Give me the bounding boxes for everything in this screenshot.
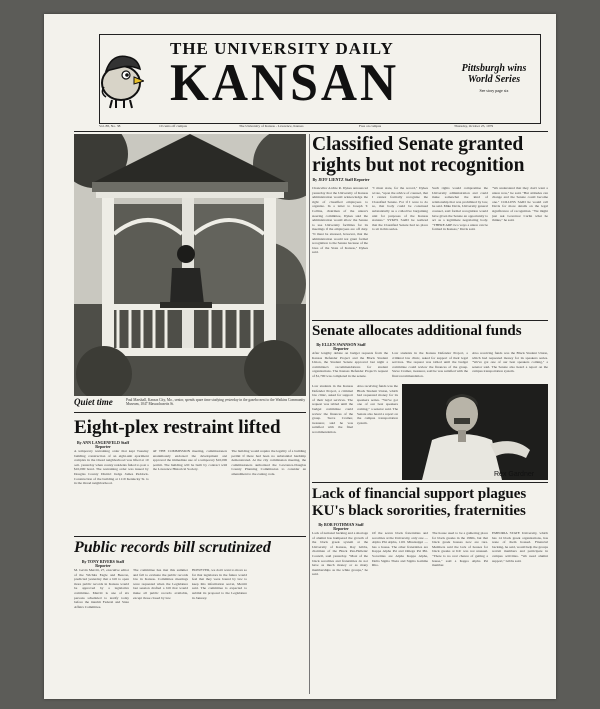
jayhawk-logo-icon [98,47,144,109]
masthead-rule [74,131,548,132]
article-column: The committee has met this summer and fall to evaluate the public records law in Kansas. Committee meetings were requested when the Legislature last session drafted a bill that would make all public records available, except those closed by law. [133,568,188,600]
article-column: Lack of national backing and a shortage of alumni has hampered the growth of the black greek system at the University of Kansas, Ray Gibbs, chairman of the Black Pan-Hellenic Council, said yesterday. "Most of the black sororities and fraternities do not have as much money or as many memberships as the white groups," he said. [312,531,368,577]
speaker-photo-art [402,384,548,480]
article-column [251,568,306,692]
section-rule [312,482,548,483]
section-rule [74,536,306,537]
restraint-body [74,449,306,534]
series-line-2: World Series [467,74,521,85]
masthead [99,34,541,124]
support-headline-1: Lack of financial support plagues [312,486,527,502]
publisher-label: The University of Kansas - Lawrence, Kansas [239,124,304,128]
column-divider [309,134,310,694]
gazebo-photo [74,134,306,396]
section-rule [312,320,548,321]
series-promo [454,63,534,96]
price-label: 10 cents off campus [159,124,188,128]
support-headline-2: KU's black sororities, fraternities [312,503,526,519]
article-column: Also receiving funds was the Black Student Union, which had requested money for its speakers series. "We've got one of our best speakers coming," a senator said. The Senate also heard a report on the campus transportation system. [357,384,398,425]
free-label: Free on campus [359,124,382,128]
masthead-title: KANSAN [170,52,400,112]
article-column: Chancellor Archie R. Dykes announced yesterday that the University of Kansas administration would acknowledge the right of classified employees to organize. In a letter to Joseph T. Collins, chairman of the union's steering committee, Dykes said the administration would allow the Senate to use University facilities for its meetings if the employees are off duty. "It must be stressed, however, that the administration would not grant formal recognition to the Senate because of the laws of the State of Kansas," Dykes said. [312,186,368,255]
records-body [74,568,306,692]
article-column: After lengthy debate on budget requests from the Kansas Defender Project and the Black Student Union, the Student Senate approved last night a committee's recommendations for student organizations. The Kansas Defender Project's request of $1,700 was completed in the senate. [312,351,388,378]
article-column: Such rights would compromise the University administration and could make somewhat the kind of relationship that was prohibited by law, he said. Mike Davis, University general counsel, said formal recognition would have given the Senate an opportunity to act as a legitimate negotiating body. "THERE ARE two ways a union can be formed in Kansas," Davis said. [432,186,488,232]
senate-funds-body-lower [312,384,398,480]
article-column: "I must state, for the record," Dykes wrote, "upon the advice of counsel, that I cannot formally recognize the Classified Senate. For if I were to do so, that body could be construed substantially as a collective bargaining unit for purposes of the Kansas statutes." SYKES SAID he realized that the Classified Senate had no place to sit in this series. [372,186,428,232]
senate-recognition-byline: By JEFF LIENTZ Staff Reporter [312,177,370,182]
article-column: Law students in the Kansas Defender Project, a criminal law clinic, asked for support of their legal services. The request was tabled until the budget committee could review the finances of the group. Steve Cramer, treasurer, said he was satisfied with the final recommendation. [312,384,353,434]
article-column: "We understand that they don't want a union now," he said. "But attitudes can change and the Senate could become one." COLLINS SAID he would call Davis for more details on the legal significance of recognition. "We might just ask Governor Carlin what he thinks," he said. [492,186,548,223]
senate-funds-body [312,351,548,381]
support-byline: By BOB FOTHMAN Staff Reporter [318,522,364,531]
article-column: M. Gavin Merritt, 27, executive editor of the Wichita Eagle and Beacon, predicted yesterday that a bill to open more public records in Kansas would be approved by a legislative committee. Merritt is one of six persons scheduled to testify today before the interim Federal and State Affairs Committee. [74,568,129,609]
senate-funds-byline: By ELLEN SWANSON Staff Reporter [316,342,366,351]
volume-label: Vol. 88, No. 38 [99,124,121,128]
article-column: Of the seven black fraternities and sororities at the University, only one — Alpha Phi Alpha, 1101 Mississippi — has a house. The other fraternities are Kappa Alpha Psi and Omega Psi Phi. Sororities are Alpha Kappa Alpha, Delta Sigma Theta and Sigma Gamma Rho. [372,531,428,568]
series-line-1: Pittsburgh wins [461,63,527,74]
article-column: HOWEVER, we don't want to move so far that legislators in the future would feel that they were bound by law to keep this information secret, Merritt said. The committee is expected to submit its proposal to the Legislature in January. [192,568,247,600]
support-body [312,531,548,692]
senate-recognition-headline-2: rights but not recognition [312,155,525,176]
photo-title: Quiet time [74,397,113,407]
article-column: EMPORIA STATE University, which has 14 black greek organizations, has none of them housed. Financial backing, he said, would help the groups recruit members and participate in campus activities. "We need alumni support," Gibbs said. [492,531,548,563]
article-column: The house used to be a gathering place for black greeks in the 1960s, but that black greek houses now are rare. Members said the lack of houses for black greeks at KU was not unusual. "There is no real chance of getting a house," said a Kappa Alpha Psi member. [432,531,488,568]
senate-recognition-body [312,186,548,318]
restraint-headline: Eight-plex restraint lifted [74,417,281,438]
records-headline: Public records bill scrutinized [74,539,271,556]
newspaper-page [44,14,556,699]
restraint-byline: By ANN LANGENFELD Staff Reporter [76,440,130,449]
article-column: AT THE COMMISSION meeting, commissioners unanimously endorsed the development and approved the immediate use of a temporary $10,000 permit. The building will be built by contract with the Lawrence Historical Society. [152,449,228,472]
senate-funds-headline: Senate allocates additional funds [312,323,522,339]
senate-recognition-headline [312,134,552,176]
series-note: See story page six [479,88,509,93]
photo-rule [74,412,306,413]
masthead-kicker: THE UNIVERSITY DAILY [170,39,394,58]
date-label: Thursday, October 25, 1979 [454,124,494,128]
article-column: Law students in the Kansas Defender Project, a criminal law clinic, asked for support of their legal services. The request was tabled until the budget committee could review the finances of the group. Steve Cramer, treasurer, said he was satisfied with the final recommendation. [392,351,468,378]
gazebo-photo-art [74,134,306,396]
speaker-photo-credit: Rex Gardner [494,471,535,478]
records-byline: By TONY RIVERS Staff Reporter [81,559,125,568]
speaker-photo [402,384,548,480]
photo-caption: Paul Marshall, Kansas City, Mo., senior, spends spare time studying yesterday in the gazebo next to the Watkins Community Museum, 1047 Massachusetts St. [126,398,306,407]
senate-recognition-headline-1: Classified Senate granted [312,134,524,155]
article-column: A temporary restraining order that kept Tuesday building construction of an eight-unit apartment complex in the Oread neighborhood was lifted at 10 a.m. yesterday when county residents failed to post a $10,000 bond. The restraining order was issued by Douglas County District Judge James Paddock. Construction of the building at 1119 Kentucky St. is in the Oread neighborhood. [74,449,149,486]
masthead-info-strip [99,123,539,130]
support-headline [312,486,552,520]
article-column: The building would require the legality of a building permit if there had been no substantial hardship demonstrated. At the city commission meeting, the commissioners authorized the Lawrence-Douglas County Planning Commission to consider an amendment to the zoning code. [231,449,307,476]
article-column: Also receiving funds was the Black Student Union, which had requested money for its speakers series. "We've got one of our best speakers coming," a senator said. The Senate also heard a report on the campus transportation system. [472,351,548,374]
